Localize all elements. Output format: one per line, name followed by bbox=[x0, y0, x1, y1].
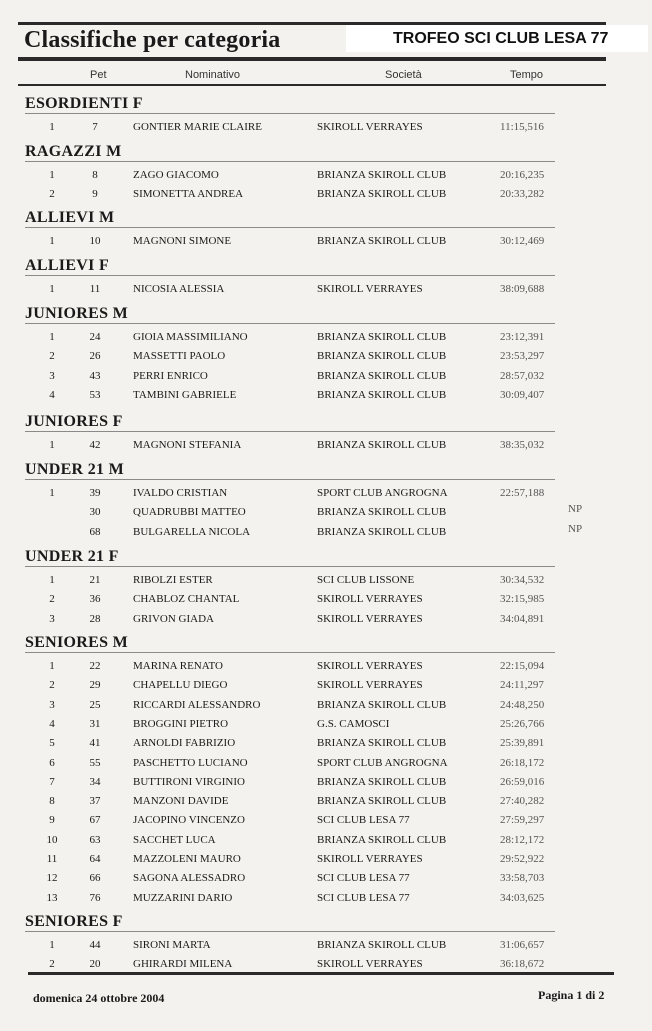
result-athlete-name: MASSETTI PAOLO bbox=[133, 350, 226, 362]
result-bib-number: 11 bbox=[89, 283, 101, 295]
result-bib-number: 37 bbox=[89, 795, 101, 807]
result-athlete-name: NICOSIA ALESSIA bbox=[133, 283, 225, 295]
result-row bbox=[0, 660, 652, 678]
result-row bbox=[0, 853, 652, 871]
result-athlete-name: BULGARELLA NICOLA bbox=[133, 526, 251, 538]
result-position: 1 bbox=[49, 121, 55, 133]
result-athlete-name: MUZZARINI DARIO bbox=[133, 892, 233, 904]
category-rule bbox=[25, 431, 555, 432]
bottom-rule bbox=[28, 972, 614, 975]
result-club: BRIANZA SKIROLL CLUB bbox=[317, 526, 447, 538]
result-row bbox=[0, 757, 652, 775]
result-position: 9 bbox=[49, 814, 55, 826]
result-bib-number: 29 bbox=[89, 679, 101, 691]
result-position: 8 bbox=[49, 795, 55, 807]
result-athlete-name: TAMBINI GABRIELE bbox=[133, 389, 237, 401]
category-rule bbox=[25, 113, 555, 114]
result-bib-number: 20 bbox=[89, 958, 101, 970]
result-position: 2 bbox=[49, 593, 55, 605]
result-time: 20:33,282 bbox=[500, 188, 545, 200]
result-position: 3 bbox=[49, 613, 55, 625]
result-time: 24:11,297 bbox=[500, 679, 544, 691]
result-athlete-name: RIBOLZI ESTER bbox=[133, 574, 213, 586]
result-time: 27:59,297 bbox=[500, 814, 545, 826]
result-row bbox=[0, 613, 652, 631]
result-position: 5 bbox=[49, 737, 55, 749]
result-athlete-name: MAGNONI STEFANIA bbox=[133, 439, 242, 451]
result-bib-number: 43 bbox=[89, 370, 101, 382]
result-position: 12 bbox=[46, 872, 58, 884]
result-time: 11:15,516 bbox=[500, 121, 544, 133]
result-row bbox=[0, 939, 652, 957]
result-position: 7 bbox=[49, 776, 55, 788]
result-club: BRIANZA SKIROLL CLUB bbox=[317, 699, 447, 711]
result-bib-number: 8 bbox=[92, 169, 98, 181]
result-time: 22:57,188 bbox=[500, 487, 545, 499]
result-time: 23:12,391 bbox=[500, 331, 545, 343]
result-position: 1 bbox=[49, 939, 55, 951]
result-row bbox=[0, 370, 652, 388]
result-athlete-name: SIMONETTA ANDREA bbox=[133, 188, 244, 200]
result-row bbox=[0, 737, 652, 755]
result-row bbox=[0, 503, 652, 524]
category-rule bbox=[25, 161, 555, 162]
result-time: 38:09,688 bbox=[500, 283, 545, 295]
result-row bbox=[0, 872, 652, 890]
result-position: 3 bbox=[49, 699, 55, 711]
result-note: NP bbox=[568, 503, 583, 515]
result-time: 31:06,657 bbox=[500, 939, 545, 951]
result-position: 1 bbox=[49, 439, 55, 451]
result-time: 23:53,297 bbox=[500, 350, 545, 362]
result-bib-number: 7 bbox=[92, 121, 98, 133]
result-row bbox=[0, 331, 652, 349]
result-position: 2 bbox=[49, 350, 55, 362]
result-position: 2 bbox=[49, 958, 55, 970]
result-time: 34:03,625 bbox=[500, 892, 545, 904]
result-row bbox=[0, 169, 652, 187]
result-bib-number: 36 bbox=[89, 593, 101, 605]
result-club: BRIANZA SKIROLL CLUB bbox=[317, 834, 447, 846]
result-club: BRIANZA SKIROLL CLUB bbox=[317, 795, 447, 807]
result-club: SKIROLL VERRAYES bbox=[317, 660, 423, 672]
result-athlete-name: GONTIER MARIE CLAIRE bbox=[133, 121, 262, 133]
result-bib-number: 68 bbox=[89, 526, 101, 538]
result-bib-number: 28 bbox=[89, 613, 101, 625]
result-athlete-name: IVALDO CRISTIAN bbox=[133, 487, 228, 499]
category-rule bbox=[25, 652, 555, 653]
result-club: BRIANZA SKIROLL CLUB bbox=[317, 370, 447, 382]
result-bib-number: 21 bbox=[89, 574, 101, 586]
result-bib-number: 25 bbox=[89, 699, 101, 711]
footer-page-number: Pagina 1 di 2 bbox=[538, 988, 605, 1002]
result-row bbox=[0, 439, 652, 457]
result-bib-number: 9 bbox=[92, 188, 98, 200]
result-athlete-name: QUADRUBBI MATTEO bbox=[133, 506, 246, 518]
result-row bbox=[0, 718, 652, 736]
result-position: 4 bbox=[49, 718, 55, 730]
result-position: 13 bbox=[46, 892, 58, 904]
category-heading: UNDER 21 M bbox=[25, 461, 124, 478]
result-club: BRIANZA SKIROLL CLUB bbox=[317, 389, 447, 401]
column-header-pos: Pet bbox=[90, 69, 107, 81]
result-athlete-name: JACOPINO VINCENZO bbox=[133, 814, 245, 826]
result-row bbox=[0, 389, 652, 407]
result-athlete-name: MARINA RENATO bbox=[133, 660, 223, 672]
result-position: 10 bbox=[46, 834, 58, 846]
result-club: SPORT CLUB ANGROGNA bbox=[317, 757, 448, 769]
result-club: BRIANZA SKIROLL CLUB bbox=[317, 169, 447, 181]
result-athlete-name: MAZZOLENI MAURO bbox=[133, 853, 241, 865]
result-position: 2 bbox=[49, 188, 55, 200]
result-time: 28:12,172 bbox=[500, 834, 545, 846]
result-position: 1 bbox=[49, 574, 55, 586]
result-club: BRIANZA SKIROLL CLUB bbox=[317, 506, 447, 518]
event-title: TROFEO SCI CLUB LESA 77 bbox=[393, 30, 609, 47]
result-position: 11 bbox=[46, 853, 58, 865]
category-heading: UNDER 21 F bbox=[25, 548, 119, 565]
result-club: SKIROLL VERRAYES bbox=[317, 593, 423, 605]
result-position: 1 bbox=[49, 487, 55, 499]
result-time: 25:26,766 bbox=[500, 718, 545, 730]
result-athlete-name: CHABLOZ CHANTAL bbox=[133, 593, 240, 605]
result-row bbox=[0, 814, 652, 832]
footer-date: domenica 24 ottobre 2004 bbox=[33, 991, 165, 1005]
result-time: 30:12,469 bbox=[500, 235, 545, 247]
category-rule bbox=[25, 479, 555, 480]
result-time: 29:52,922 bbox=[500, 853, 545, 865]
category-rule bbox=[25, 566, 555, 567]
result-club: SCI CLUB LESA 77 bbox=[317, 814, 410, 826]
result-row bbox=[0, 350, 652, 368]
result-bib-number: 22 bbox=[89, 660, 101, 672]
result-time: 24:48,250 bbox=[500, 699, 545, 711]
result-time: 26:18,172 bbox=[500, 757, 545, 769]
result-athlete-name: SIRONI MARTA bbox=[133, 939, 211, 951]
result-position: 2 bbox=[49, 679, 55, 691]
result-athlete-name: BROGGINI PIETRO bbox=[133, 718, 229, 730]
result-time: 30:34,532 bbox=[500, 574, 545, 586]
result-athlete-name: GHIRARDI MILENA bbox=[133, 958, 233, 970]
result-row bbox=[0, 679, 652, 697]
result-position: 3 bbox=[49, 370, 55, 382]
category-heading: ALLIEVI M bbox=[25, 209, 115, 226]
result-note: NP bbox=[568, 523, 583, 535]
result-club: BRIANZA SKIROLL CLUB bbox=[317, 350, 447, 362]
result-club: SCI CLUB LESA 77 bbox=[317, 892, 410, 904]
result-bib-number: 26 bbox=[89, 350, 101, 362]
result-bib-number: 31 bbox=[89, 718, 101, 730]
category-heading: RAGAZZI M bbox=[25, 143, 122, 160]
result-time: 28:57,032 bbox=[500, 370, 545, 382]
result-club: SPORT CLUB ANGROGNA bbox=[317, 487, 448, 499]
result-bib-number: 42 bbox=[89, 439, 101, 451]
header-rule bbox=[18, 57, 606, 61]
result-bib-number: 34 bbox=[89, 776, 101, 788]
result-row bbox=[0, 892, 652, 910]
result-club: G.S. CAMOSCI bbox=[317, 718, 390, 730]
result-athlete-name: PASCHETTO LUCIANO bbox=[133, 757, 248, 769]
result-bib-number: 39 bbox=[89, 487, 101, 499]
result-position: 1 bbox=[49, 283, 55, 295]
result-club: SKIROLL VERRAYES bbox=[317, 283, 423, 295]
result-time: 33:58,703 bbox=[500, 872, 545, 884]
category-heading: JUNIORES F bbox=[25, 413, 123, 430]
result-row bbox=[0, 523, 652, 544]
result-club: SCI CLUB LESA 77 bbox=[317, 872, 410, 884]
result-club: BRIANZA SKIROLL CLUB bbox=[317, 776, 447, 788]
result-club: SKIROLL VERRAYES bbox=[317, 958, 423, 970]
result-time: 22:15,094 bbox=[500, 660, 545, 672]
top-rule bbox=[18, 22, 606, 25]
result-row bbox=[0, 834, 652, 852]
result-bib-number: 63 bbox=[89, 834, 101, 846]
result-bib-number: 24 bbox=[89, 331, 101, 343]
category-heading: SENIORES F bbox=[25, 913, 123, 930]
result-athlete-name: BUTTIRONI VIRGINIO bbox=[133, 776, 245, 788]
result-athlete-name: GRIVON GIADA bbox=[133, 613, 214, 625]
result-club: BRIANZA SKIROLL CLUB bbox=[317, 439, 447, 451]
result-athlete-name: MAGNONI SIMONE bbox=[133, 235, 232, 247]
result-club: BRIANZA SKIROLL CLUB bbox=[317, 188, 447, 200]
column-header-time: Tempo bbox=[510, 69, 544, 81]
category-rule bbox=[25, 323, 555, 324]
result-row bbox=[0, 699, 652, 717]
result-row bbox=[0, 776, 652, 794]
result-club: BRIANZA SKIROLL CLUB bbox=[317, 331, 447, 343]
category-rule bbox=[25, 227, 555, 228]
result-position: 1 bbox=[49, 169, 55, 181]
result-bib-number: 67 bbox=[89, 814, 101, 826]
result-club: SCI CLUB LISSONE bbox=[317, 574, 415, 586]
result-time: 27:40,282 bbox=[500, 795, 545, 807]
result-row bbox=[0, 121, 652, 139]
result-bib-number: 55 bbox=[89, 757, 101, 769]
category-rule bbox=[25, 275, 555, 276]
result-time: 30:09,407 bbox=[500, 389, 545, 401]
result-bib-number: 66 bbox=[89, 872, 101, 884]
result-time: 32:15,985 bbox=[500, 593, 545, 605]
category-rule bbox=[25, 931, 555, 932]
result-bib-number: 44 bbox=[89, 939, 101, 951]
result-row bbox=[0, 795, 652, 813]
result-row bbox=[0, 593, 652, 611]
result-club: BRIANZA SKIROLL CLUB bbox=[317, 737, 447, 749]
result-athlete-name: SAGONA ALESSADRO bbox=[133, 872, 246, 884]
result-time: 20:16,235 bbox=[500, 169, 545, 181]
result-athlete-name: MANZONI DAVIDE bbox=[133, 795, 229, 807]
category-heading: ALLIEVI F bbox=[25, 257, 110, 274]
result-athlete-name: GIOIA MASSIMILIANO bbox=[133, 331, 248, 343]
result-athlete-name: SACCHET LUCA bbox=[133, 834, 216, 846]
result-row bbox=[0, 574, 652, 592]
result-athlete-name: RICCARDI ALESSANDRO bbox=[133, 699, 261, 711]
result-bib-number: 30 bbox=[89, 506, 101, 518]
result-time: 26:59,016 bbox=[500, 776, 545, 788]
result-club: SKIROLL VERRAYES bbox=[317, 679, 423, 691]
result-athlete-name: ARNOLDI FABRIZIO bbox=[133, 737, 236, 749]
result-time: 36:18,672 bbox=[500, 958, 545, 970]
column-header-club: Società bbox=[385, 69, 422, 81]
result-row bbox=[0, 283, 652, 301]
result-position: 1 bbox=[49, 235, 55, 247]
result-club: SKIROLL VERRAYES bbox=[317, 613, 423, 625]
result-club: SKIROLL VERRAYES bbox=[317, 853, 423, 865]
category-heading: JUNIORES M bbox=[25, 305, 129, 322]
result-position: 1 bbox=[49, 331, 55, 343]
result-time: 34:04,891 bbox=[500, 613, 545, 625]
result-time: 38:35,032 bbox=[500, 439, 545, 451]
result-row bbox=[0, 487, 652, 505]
result-club: BRIANZA SKIROLL CLUB bbox=[317, 939, 447, 951]
result-bib-number: 53 bbox=[89, 389, 101, 401]
result-athlete-name: PERRI ENRICO bbox=[133, 370, 208, 382]
result-row bbox=[0, 235, 652, 253]
result-club: BRIANZA SKIROLL CLUB bbox=[317, 235, 447, 247]
page-title: Classifiche per categoria bbox=[24, 27, 281, 53]
result-bib-number: 64 bbox=[89, 853, 101, 865]
result-bib-number: 10 bbox=[89, 235, 101, 247]
result-position: 4 bbox=[49, 389, 55, 401]
result-bib-number: 41 bbox=[89, 737, 101, 749]
result-row bbox=[0, 188, 652, 206]
column-header-name: Nominativo bbox=[185, 69, 241, 81]
column-header-rule bbox=[18, 84, 606, 86]
result-time: 25:39,891 bbox=[500, 737, 545, 749]
result-bib-number: 76 bbox=[89, 892, 101, 904]
category-heading: SENIORES M bbox=[25, 634, 129, 651]
result-club: SKIROLL VERRAYES bbox=[317, 121, 423, 133]
result-athlete-name: CHAPELLU DIEGO bbox=[133, 679, 228, 691]
category-heading: ESORDIENTI F bbox=[25, 95, 143, 112]
result-athlete-name: ZAGO GIACOMO bbox=[133, 169, 219, 181]
result-position: 6 bbox=[49, 757, 55, 769]
result-position: 1 bbox=[49, 660, 55, 672]
